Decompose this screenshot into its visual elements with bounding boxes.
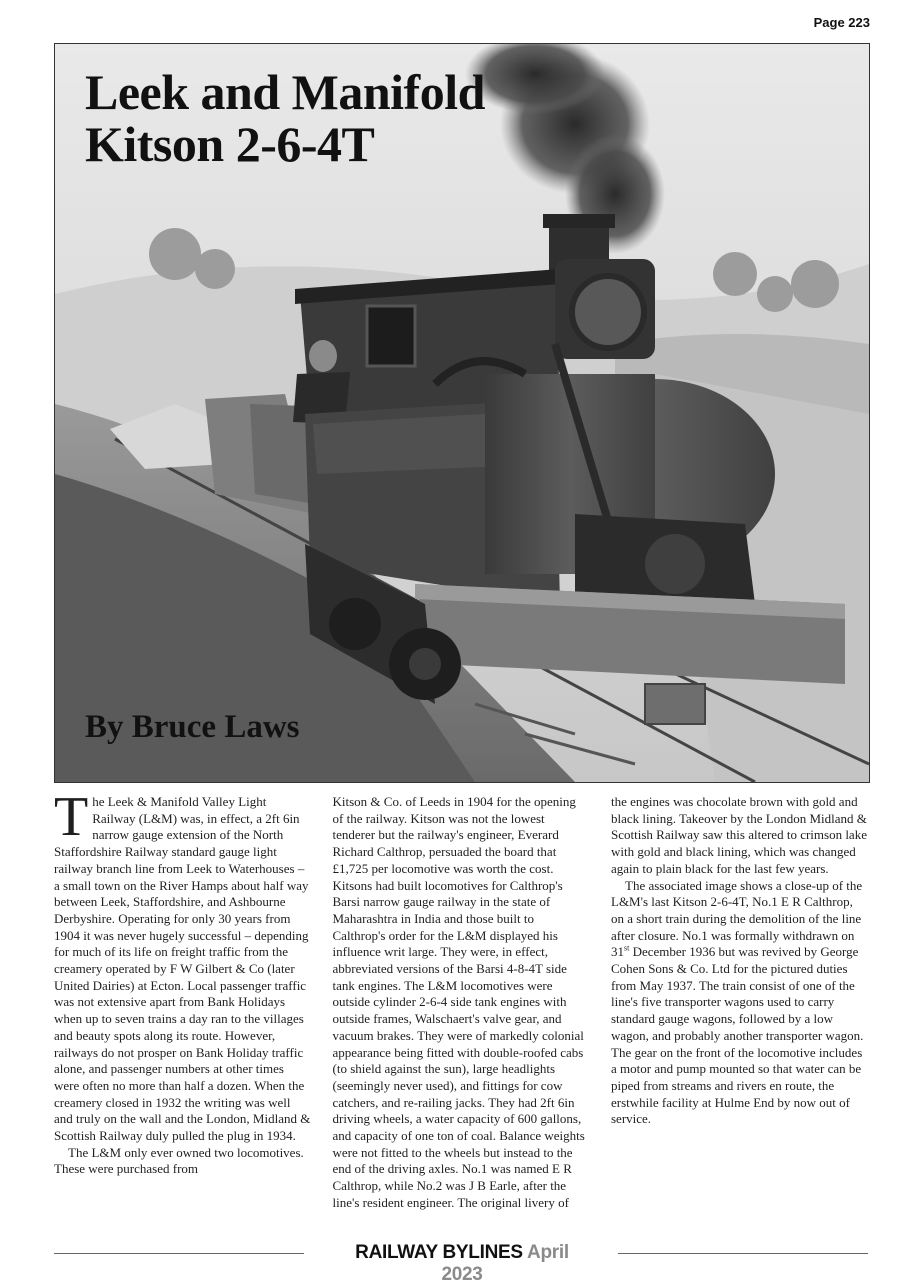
locomotive-photo [54,43,870,783]
article-body [54,786,868,1234]
footer-rule-left [54,1253,304,1254]
paragraph: Kitson & Co. of Leeds in 1904 for the opening of the railway. Kitson was not the lowest tenderer but the railway's engineer, Everard Richard Calthrop, persuaded the board that £1,725 per locomotive was worth the cost. Kitsons had built locomotives for Calthrop's Barsi narrow gauge railway in the state of Maharashtra in India and those built to Calthrop's order for the L&M displayed his influence writ large. They were, in effect, abbreviated versions of the Barsi 4-8-4T side tank engines. The L&M locomotives were outside cylinder 2-6-4 side tank engines with outside frames, Walschaert's valve gear, and vacuum brakes. They were of markedly colonial appearance being fitted with double-roofed cabs (to shield against the sun), large headlights (seemingly never used), and fittings for cow catchers, and re-railing jacks. They had 2ft 6in driving wheels, a water capacity of 600 gallons, and capacity of one ton of coal. Balance weights were not fitted to the wheels but instead to the end of the driving axles. No.1 was named E R Calthrop, while No.2 was J B Earle, after the line's resident engineer. The original livery of [332,794,585,1210]
column-2 [333,794,590,1234]
footer-masthead [342,1242,582,1286]
page-footer [54,1242,868,1285]
byline: By Bruce Laws [85,709,300,745]
article-title [85,66,485,170]
paragraph-text: December 1936 but was revived by George Cohen Sons & Co. Ltd for the pictured duties from May 1937. The train consist of one of the line's five transporter wagons used to carry standard gauge wagons, followed by a low wagon, and probably another transporter wagon. The gear on the front of the locomotive includes a motor and pump mounted so that water can be piped from streams and rivers en route, the erstwhile facility at Hulme End by now out of service. [611,944,864,1127]
paragraph-text: he Leek & Manifold Valley Light Railway (L&M) was, in effect, a 2ft 6in narrow gauge extension of the North Staffordshire Railway standard gauge light railway branch line from Leek to Waterhouses – a small town on the River Hamps about half way between Leek, Staffordshire, and Ashbourne Derbyshire. Operating for only 30 years from 1904 it was never hugely successful – depending for much of its life on freight traffic from the creamery operated by F W Gilbert & Co (later United Dairies) at Ecton. Local passenger traffic was not extensive apart from Bank Holidays when up to seven trains a day ran to the villages and beauty spots along its route. However, railways do not prosper on Bank Holiday traffic alone, and passenger numbers at other times were often no more than half a dozen. When the creamery closed in 1932 the writing was well and truly on the wall and the London, Midland & Scottish Railway duly pulled the plug in 1934. [54,794,311,1144]
footer-rule-right [618,1253,868,1254]
article-title-line-1: Leek and Manifold [85,64,485,120]
paragraph [611,878,868,1129]
drop-cap: T [54,786,89,848]
paragraph-text: The associated image shows a close-up of the L&M's last Kitson 2-6-4T, No.1 E R Calthrop, on a short train during the demolition of the line after closure. No.1 was formally withdrawn on 31 [611,877,863,960]
column-1 [54,786,311,1234]
issue-date: April 2023 [441,1242,569,1285]
article-title-line-2: Kitson 2-6-4T [85,116,375,172]
paragraph: the engines was chocolate brown with gold and black lining. Takeover by the London Midland & Scottish Railway saw this altered to crimson lake with gold and black lining, which was changed again to plain black for the last few years. [611,794,867,876]
page-number: Page 223 [813,15,870,30]
magazine-name: RAILWAY BYLINES [355,1242,523,1263]
paragraph [54,786,311,1145]
ordinal-suffix: st [624,944,630,953]
paragraph: The L&M only ever owned two locomotives. These were purchased from [54,1144,304,1177]
column-3 [611,794,868,1234]
